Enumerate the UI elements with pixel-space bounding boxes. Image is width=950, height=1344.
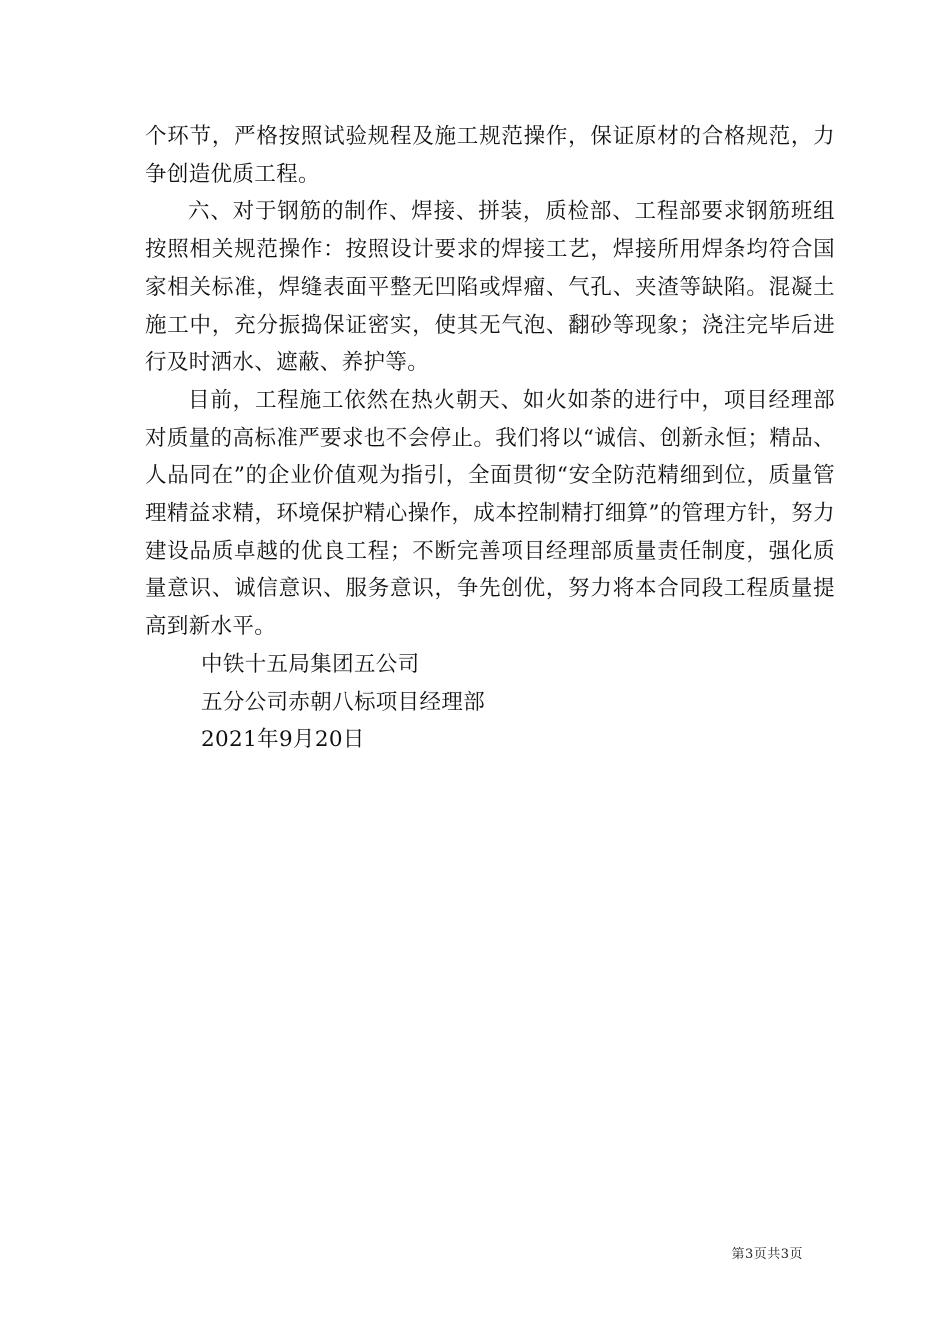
signature-department: 五分公司赤朝八标项目经理部 (201, 689, 486, 715)
paragraph-current-progress: 目前，工程施工依然在热火朝天、如火如荼的进行中，项目经理部对质量的高标准严要求也不会停止。我们将以“诚信、创新永恒；精品、人品同在”的企业价值观为指引，全面贯彻“安全防范精细到位，质量管理精益求精，环境保护精心操作，成本控制精打细算”的管理方针，努力建设品质卓越的优良工程；不断完善项目经理部质量责任制度，强化质量意识、诚信意识、服务意识，争先创优，努力将本合同段工程质量提高到新水平。 (145, 387, 835, 640)
document-body (145, 118, 835, 759)
signature-block (145, 646, 835, 759)
page-footer (731, 1246, 803, 1264)
paragraph-rebar: 六、对于钢筋的制作、焊接、拼装，质检部、工程部要求钢筋班组按照相关规范操作：按照设计要求的焊接工艺，焊接所用焊条均符合国家相关标准，焊缝表面平整无凹陷或焊瘤、气孔、夹渣等缺陷。混凝土施工中，充分振捣保证密实，使其无气泡、翻砂等现象；浇注完毕后进行及时洒水、遮蔽、养护等。 (145, 199, 835, 376)
page-number: 第3页共3页 (731, 1247, 803, 1262)
signature-company: 中铁十五局集团五公司 (201, 651, 420, 677)
paragraph-continued: 个环节，严格按照试验规程及施工规范操作，保证原材的合格规范，力争创造优质工程。 (145, 124, 835, 187)
signature-date: 2021年9月20日 (201, 727, 365, 753)
